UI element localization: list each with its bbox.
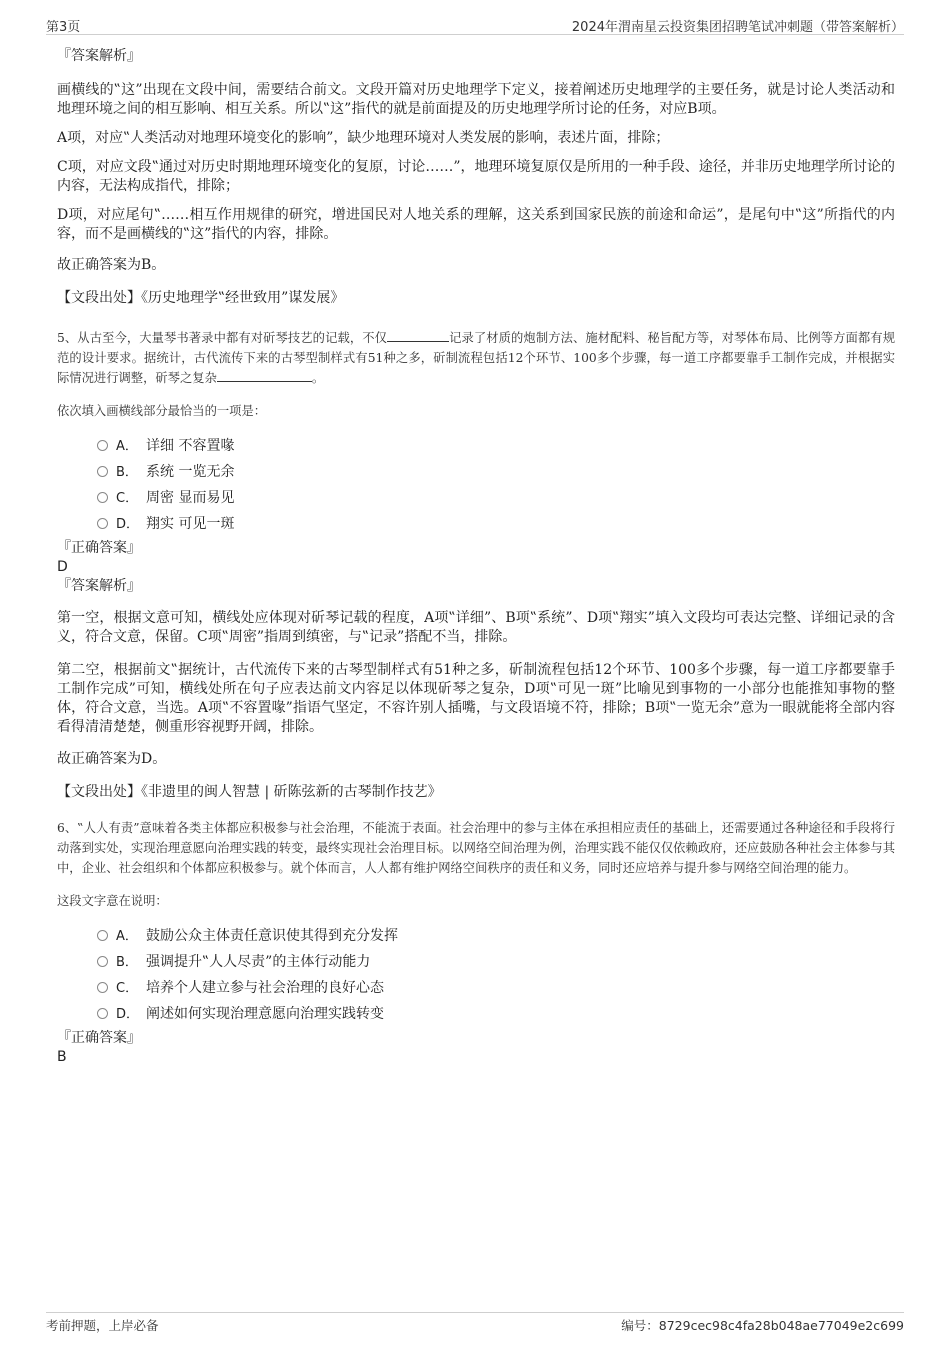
q5-source: 【文段出处】《非遗里的闽人智慧 | 斫陈弦新的古琴制作技艺》 (57, 784, 442, 800)
q5-answer-label: 『正确答案』 (57, 540, 141, 556)
radio-icon[interactable] (97, 982, 108, 993)
radio-icon[interactable] (97, 1008, 108, 1019)
document-title: 2024年渭南星云投资集团招聘笔试冲刺题（带答案解析） (571, 20, 904, 35)
radio-icon[interactable] (97, 466, 108, 477)
option-d[interactable]: D． 翔实 可见一斑 (97, 511, 895, 537)
document-code: 编号：8729cec98c4fa28b048ae77049e2c699 (621, 1318, 904, 1333)
option-c[interactable]: C． 培养个人建立参与社会治理的良好心态 (97, 975, 895, 1001)
option-a[interactable]: A． 鼓励公众主体责任意识使其得到充分发挥 (97, 923, 895, 949)
q6-answer-label: 『正确答案』 (57, 1030, 141, 1046)
q5-analysis-label: 『答案解析』 (57, 578, 141, 594)
option-a[interactable]: A． 详细 不容置喙 (97, 433, 895, 459)
radio-icon[interactable] (97, 956, 108, 967)
option-d[interactable]: D． 阐述如何实现治理意愿向治理实践转变 (97, 1001, 895, 1027)
blank-line (217, 368, 312, 382)
option-c[interactable]: C． 周密 显而易见 (97, 485, 895, 511)
q5-analysis-paragraph: 第二空，根据前文‟据统计，古代流传下来的古琴型制样式有51种之多，斫制流程包括12个环节、100多个步骤，每一道工序都要靠手工制作完成”可知，横线处所在句子应表达前文内容足以体现斫琴之复杂，D项‟可见一斑”比喻见到事物的一小部分也能推知事物的整体，符合文意，当选。A项‟不容置喙”指语气坚定，不容许别人插嘴，与文段语境不符，排除；B项‟一览无余”意为一眼就能将全部内容看得清清楚楚，侧重形容视野开阔，排除。 (57, 662, 895, 735)
q4-analysis-paragraph: D项，对应尾句‟……相互作用规律的研究，增进国民对人地关系的理解，这关系到国家民族的前途和命运”，是尾句中‟这”所指代的内容，而不是画横线的‟这”指代的内容，排除。 (57, 207, 895, 242)
footer-slogan: 考前押题，上岸必备 (46, 1318, 159, 1333)
q6-prompt: 这段文字意在说明： (57, 894, 168, 908)
option-b[interactable]: B． 强调提升‟人人尽责”的主体行动能力 (97, 949, 895, 975)
page-footer (46, 1312, 904, 1335)
q5-conclusion: 故正确答案为D。 (57, 751, 167, 767)
q4-analysis-paragraph: 画横线的‟这”出现在文段中间，需要结合前文。文段开篇对历史地理学下定义，接着阐述历史地理学的主要任务，就是讨论人类活动和地理环境之间的相互影响、相互关系。所以‟这”指代的就是前面提及的历史地理学所讨论的任务，对应B项。 (57, 82, 895, 117)
page-number: 第3页 (46, 20, 81, 35)
q6-question-text: 6、‟人人有责”意味着各类主体都应积极参与社会治理，不能流于表面。社会治理中的参与主体在承担相应责任的基础上，还需要通过各种途径和手段将行动落到实处，实现治理意愿向治理实践的转变，最终实现社会治理目标。以网络空间治理为例，治理实践不能仅仅依赖政府，还应鼓励各种社会主体参与其中，企业、社会组织和个体都应积极参与。就个体而言，人人都有维护网络空间秩序的责任和义务，同时还应培养与提升参与网络空间治理的能力。 (57, 821, 895, 875)
radio-icon[interactable] (97, 492, 108, 503)
q6-options (57, 923, 895, 1027)
page-header (46, 14, 904, 35)
q4-analysis-paragraph: A项，对应‟人类活动对地理环境变化的影响”，缺少地理环境对人类发展的影响，表述片面，排除； (57, 130, 670, 146)
q6-answer: B (57, 1049, 67, 1065)
radio-icon[interactable] (97, 930, 108, 941)
q4-source: 【文段出处】《历史地理学‟经世致用”谋发展》 (57, 290, 345, 306)
q5-analysis-paragraph: 第一空，根据文意可知，横线处应体现对斫琴记载的程度，A项‟详细”、B项‟系统”、D项‟翔实”填入文段均可表达完整、详细记录的含义，符合文意，保留。C项‟周密”指周到缜密，与‟记录”搭配不当，排除。 (57, 610, 895, 645)
blank-line (387, 328, 449, 342)
q4-conclusion: 故正确答案为B。 (57, 257, 166, 273)
q5-prompt: 依次填入画横线部分最恰当的一项是： (57, 404, 267, 418)
radio-icon[interactable] (97, 518, 108, 529)
radio-icon[interactable] (97, 440, 108, 451)
q5-question-text: 5、从古至今，大量琴书著录中都有对斫琴技艺的记载，不仅 记录了材质的炮制方法、施材配料、秘旨配方等，对琴体布局、比例等方面都有规范的设计要求。据统计，古代流传下来的古琴型制样式有51种之多，斫制流程包括12个环节、100多个步骤，每一道工序都要靠手工制作完成，并根据实际情况进行调整，斫琴之复杂 。 (57, 328, 895, 388)
q5-options (57, 433, 895, 537)
option-b[interactable]: B． 系统 一览无余 (97, 459, 895, 485)
q4-analysis-label: 『答案解析』 (57, 48, 141, 64)
q4-analysis-paragraph: C项，对应文段‟通过对历史时期地理环境变化的复原，讨论……”，地理环境复原仅是所用的一种手段、途径，并非历史地理学所讨论的内容，无法构成指代，排除； (57, 159, 895, 194)
page-content (57, 47, 895, 1067)
q5-answer: D (57, 559, 68, 575)
